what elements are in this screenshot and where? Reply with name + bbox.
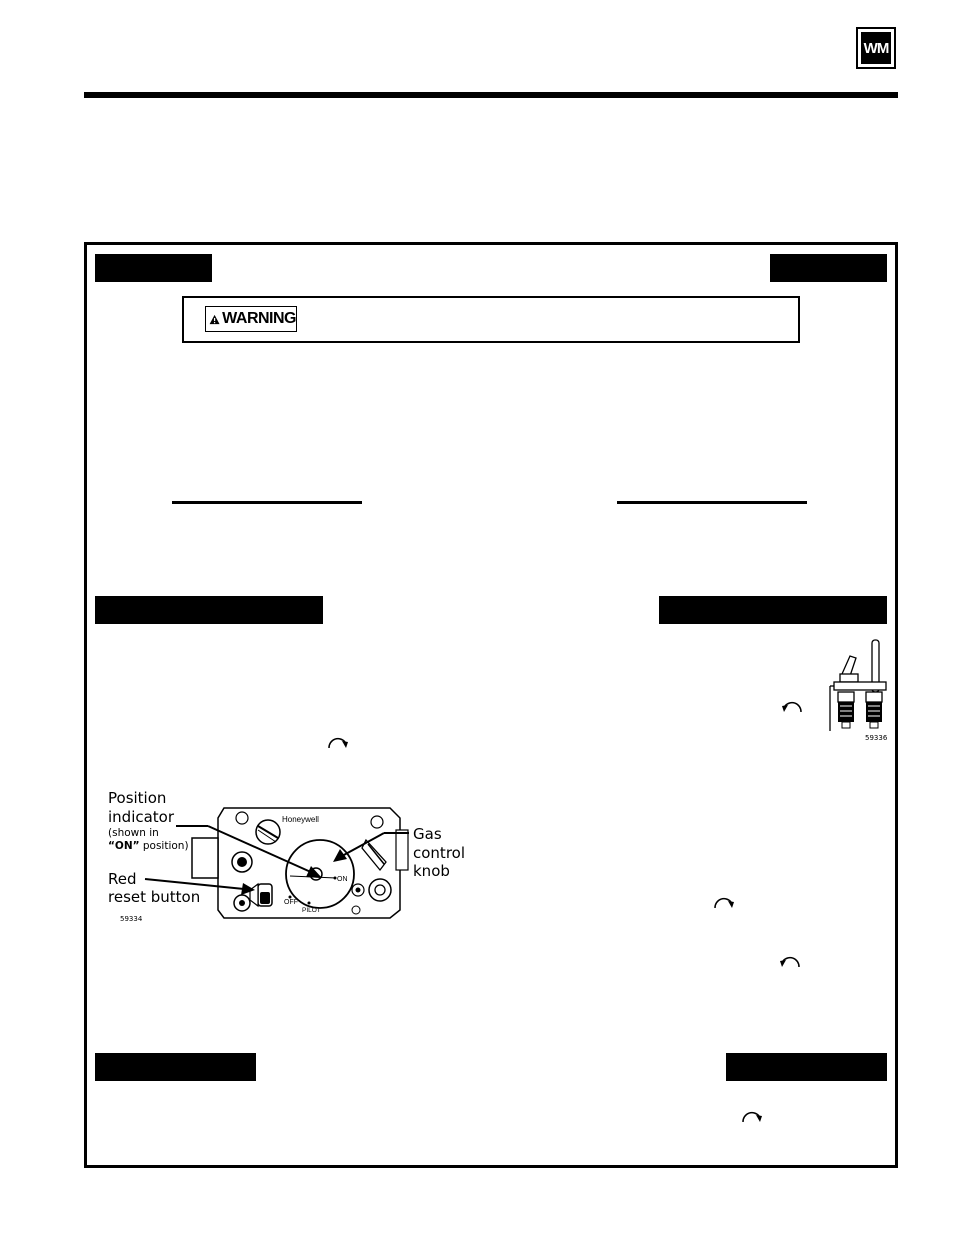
valve-brand-label: Honeywell xyxy=(282,815,319,824)
label-on-position xyxy=(108,840,189,853)
label-control: control xyxy=(413,844,465,862)
label-position-word: position) xyxy=(139,840,189,852)
label-red: Red xyxy=(108,870,137,888)
label-indicator: indicator xyxy=(108,808,175,826)
label-shown-in: (shown in xyxy=(108,827,159,839)
dial-pilot-label: PILOT xyxy=(302,907,321,914)
label-knob: knob xyxy=(413,862,450,880)
label-reset-button: reset button xyxy=(108,888,201,906)
logo-text: WM xyxy=(861,32,891,64)
label-gas: Gas xyxy=(413,825,442,843)
valve-figure-number: 59334 xyxy=(120,915,143,923)
warning-label: WARNING xyxy=(222,310,296,327)
dial-off-label: OFF xyxy=(284,899,298,906)
label-position: Position xyxy=(108,789,167,807)
dial-on-label: ON xyxy=(337,876,348,883)
label-on: “ON” xyxy=(108,840,140,852)
pilot-figure-number: 59336 xyxy=(865,734,888,742)
